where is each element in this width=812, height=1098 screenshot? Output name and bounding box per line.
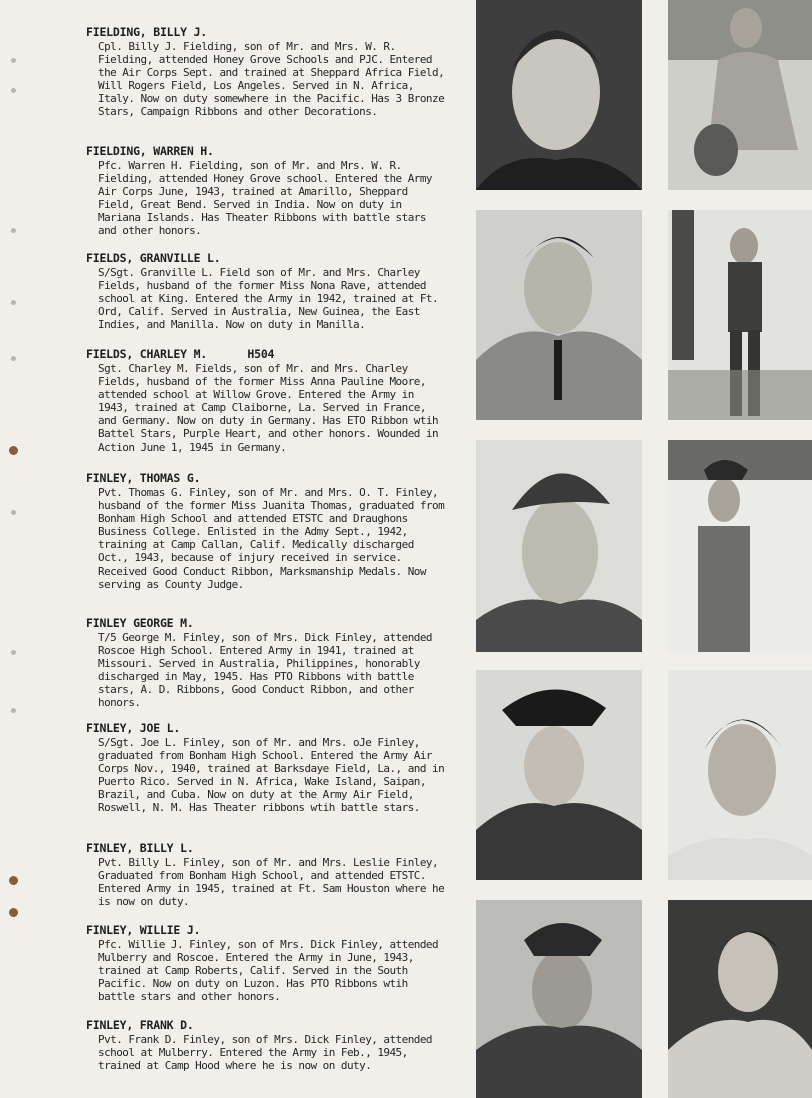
portrait-photo (668, 900, 812, 1098)
binder-hole-mark (11, 650, 16, 655)
entry-name: FINLEY, THOMAS G. (86, 471, 201, 485)
entry-name: FIELDING, BILLY J. (86, 25, 208, 39)
entry-bio: T/5 George M. Finley, son of Mrs. Dick Finley, attended Roscoe High School. Entered Army in 1941, trained at Missouri. Served in Australia, Philippines, honorably discharged in May, 1945. Has PTO Ribbons with battle stars, A. D. Ribbons, Good Conduct Ribbon, and other honors. (98, 631, 432, 710)
service-entry (86, 348, 446, 454)
service-entry (86, 145, 446, 238)
entry-name: FIELDING, WARREN H. (86, 144, 214, 158)
entry-name: FINLEY, FRANK D. (86, 1018, 194, 1032)
portrait-photo (476, 440, 642, 652)
entry-name: FINLEY GEORGE M. (86, 616, 194, 630)
portrait-photo (476, 900, 642, 1098)
binder-hole-mark (11, 708, 16, 713)
binder-hole-mark (11, 300, 16, 305)
portrait-photo (668, 670, 812, 880)
binder-hole-mark (11, 228, 16, 233)
binder-hole-mark (11, 510, 16, 515)
entry-name: FINLEY, JOE L. (86, 721, 181, 735)
service-entry (86, 842, 446, 908)
entry-name: FINLEY, WILLIE J. (86, 923, 201, 937)
service-entry (86, 1019, 446, 1072)
entry-bio: S/Sgt. Joe L. Finley, son of Mr. and Mrs. oJe Finley, graduated from Bonham High School. Entered the Army Air Corps Nov., 1940, trained at Barksdaye Field, La., and in Puerto Rico. Served in N. Africa, Wake Island, Saipan, Brazil, and Cuba. Now on duty at the Army Air Field, Roswell, N. M. Has Theater ribbons wtih battle stars. (98, 736, 445, 815)
entry-bio: Sgt. Charley M. Fields, son of Mr. and Mrs. Charley Fields, husband of the former Miss Anna Pauline Moore, attended school at Willow Grove. Entered the Army in 1943, trained at Camp Claiborne, La. Served in France, and Germany. Now on duty in Germany. Has ETO Ribbon wtih Battel Stars, Purple Heart, and other honors. Wounded in Action June 1, 1945 in Germany. (98, 362, 439, 454)
portrait-photo (476, 0, 642, 190)
portrait-photo (476, 210, 642, 420)
binder-hole (9, 876, 18, 885)
entry-name: FIELDS, CHARLEY M. H504 (86, 347, 275, 361)
portrait-photo (668, 210, 812, 420)
service-entry (86, 722, 446, 815)
binder-hole-mark (11, 88, 16, 93)
binder-hole-mark (11, 58, 16, 63)
entry-bio: S/Sgt. Granville L. Field son of Mr. and Mrs. Charley Fields, husband of the former Miss Nona Rave, attended school at King. Entered the Army in 1942, trained at Ft. Ord, Calif. Served in Australia, New Guinea, the East Indies, and Manilla. Now on duty in Manilla. (98, 266, 439, 332)
binder-hole-mark (11, 356, 16, 361)
service-entry (86, 472, 446, 591)
binder-hole (9, 908, 18, 917)
portrait-photo (668, 0, 812, 190)
service-entry (86, 26, 446, 119)
entry-bio: Pvt. Billy L. Finley, son of Mr. and Mrs. Leslie Finley, Graduated from Bonham High School, and attended ETSTC. Entered Army in 1945, trained at Ft. Sam Houston where he is now on duty. (98, 856, 445, 909)
portrait-photo (668, 440, 812, 652)
entry-bio: Pfc. Warren H. Fielding, son of Mr. and Mrs. W. R. Fielding, attended Honey Grove school. Entered the Army Air Corps June, 1943, trained at Amarillo, Sheppard Field, Great Bend. Served in India. Now on duty in Mariana Islands. Has Theater Ribbons with battle stars and other honors. (98, 159, 432, 238)
entry-bio: Pvt. Thomas G. Finley, son of Mr. and Mrs. O. T. Finley, husband of the former Miss Juanita Thomas, graduated from Bonham High School and attended ETSTC and Draughons Business College. Enlisted in the Admy Sept., 1942, training at Camp Callan, Calif. Medically discharged Oct., 1943, because of injury received in service. Received Good Conduct Ribbon, Marksmanship Medals. Now serving as County Judge. (98, 486, 445, 591)
binder-hole (9, 446, 18, 455)
service-entry (86, 924, 446, 1003)
service-entry (86, 252, 446, 331)
entry-bio: Pvt. Frank D. Finley, son of Mrs. Dick Finley, attended school at Mulberry. Entered the Army in Feb., 1945, trained at Camp Hood where he is now on duty. (98, 1033, 432, 1073)
portrait-photo (476, 670, 642, 880)
entry-bio: Cpl. Billy J. Fielding, son of Mr. and Mrs. W. R. Fielding, attended Honey Grove Schools and PJC. Entered the Air Corps Sept. and trained at Sheppard Africa Field, Will Rogers Field, Los Angeles. Served in N. Africa, Italy. Now on duty somewhere in the Pacific. Has 3 Bronze Stars, Campaign Ribbons and other Decorations. (98, 40, 445, 119)
entry-name: FINLEY, BILLY L. (86, 841, 194, 855)
entry-name: FIELDS, GRANVILLE L. (86, 251, 221, 265)
entry-bio: Pfc. Willie J. Finley, son of Mrs. Dick Finley, attended Mulberry and Roscoe. Entered the Army in June, 1943, trained at Camp Roberts, Calif. Served in the South Pacific. Now on duty on Luzon. Has PTO Ribbons wtih battle stars and other honors. (98, 938, 439, 1004)
service-entry (86, 617, 446, 710)
